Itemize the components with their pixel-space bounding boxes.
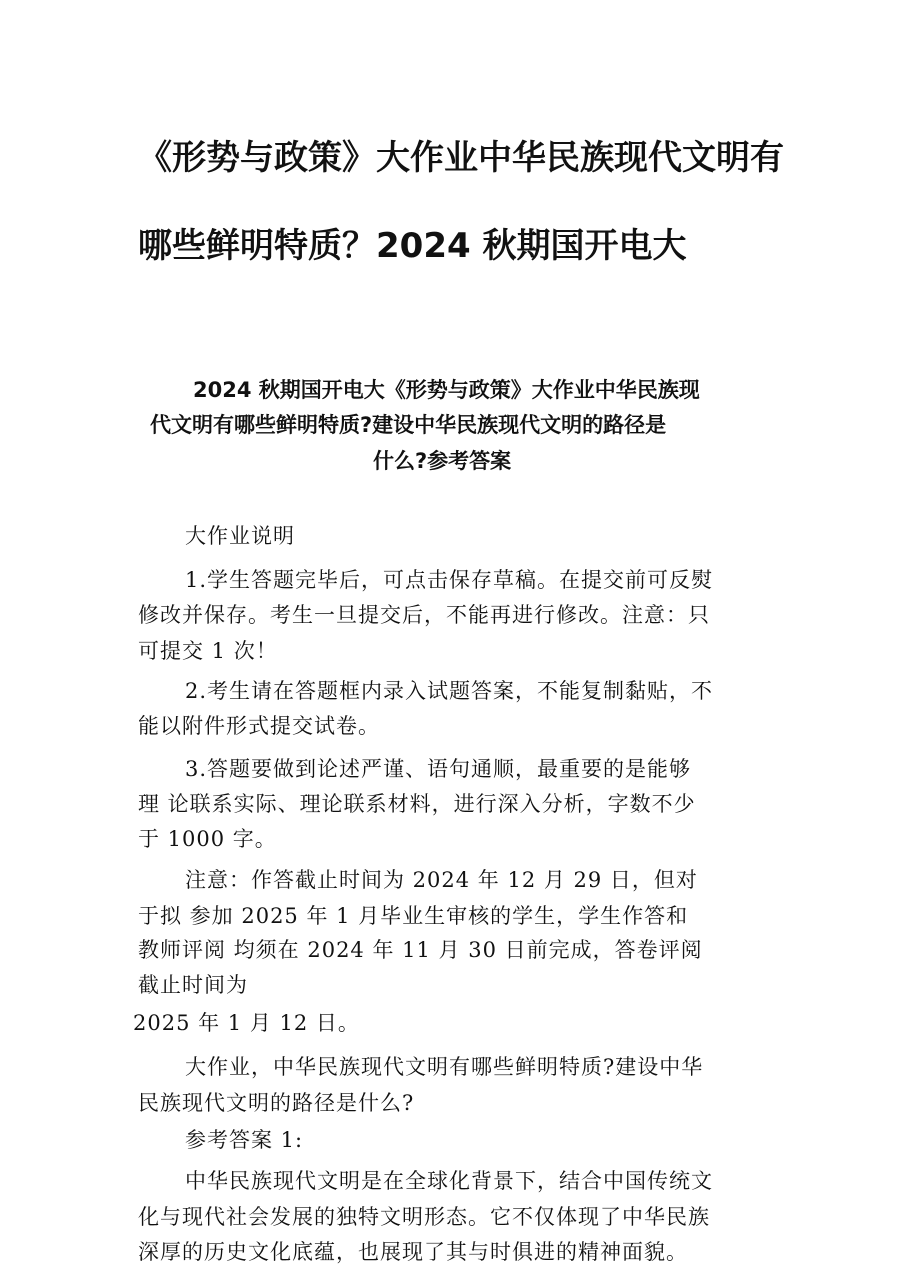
body-line: 2025 年 1 月 12 日。 <box>133 1011 360 1035</box>
body-line: 3.答题要做到论述严谨、语句通顺，最重要的是能够 <box>185 757 692 781</box>
body-line: 能以附件形式提交试卷。 <box>138 714 380 738</box>
subtitle-line-2: 代文明有哪些鲜明特质?建设中华民族现代文明的路径是 <box>150 413 667 437</box>
subtitle-line-1: 2024 秋期国开电大《形势与政策》大作业中华民族现 <box>193 378 700 402</box>
body-line: 中华民族现代文明是在全球化背景下，结合中国传统文 <box>185 1169 713 1193</box>
body-line: 深厚的历史文化底蕴，也展现了其与时俱进的精神面貌。 <box>138 1240 688 1264</box>
body-line: 大作业，中华民族现代文明有哪些鲜明特质?建设中华 <box>185 1055 704 1079</box>
body-line: 于拟 参加 2025 年 1 月毕业生审核的学生，学生作答和 <box>138 904 689 928</box>
body-line: 教师评阅 均须在 2024 年 11 月 30 日前完成，答卷评阅 <box>138 938 703 962</box>
subtitle-line-3: 什么?参考答案 <box>373 449 512 473</box>
body-line: 于 1000 字。 <box>138 827 277 851</box>
body-line: 截止时间为 <box>138 973 248 997</box>
answer-heading: 参考答案 1: <box>185 1128 304 1152</box>
section-heading: 大作业说明 <box>185 524 295 548</box>
body-line: 1.学生答题完毕后，可点击保存草稿。在提交前可反熨 <box>185 568 714 592</box>
body-line: 修改并保存。考生一旦提交后，不能再进行修改。注意：只 <box>138 603 710 627</box>
body-line: 化与现代社会发展的独特文明形态。它不仅体现了中华民族 <box>138 1205 710 1229</box>
document-title-line-2: 哪些鲜明特质？2024 秋期国开电大 <box>138 226 687 266</box>
body-line: 民族现代文明的路径是什么? <box>138 1091 415 1115</box>
body-line: 注意：作答截止时间为 2024 年 12 月 29 日，但对 <box>185 868 698 892</box>
body-line: 2.考生请在答题框内录入试题答案，不能复制黏贴，不 <box>185 679 714 703</box>
body-line: 可提交 1 次！ <box>138 639 278 663</box>
document-title-line-1: 《形势与政策》大作业中华民族现代文明有 <box>138 138 784 178</box>
body-line: 理 论联系实际、理论联系材料，进行深入分析，字数不少 <box>138 792 696 816</box>
